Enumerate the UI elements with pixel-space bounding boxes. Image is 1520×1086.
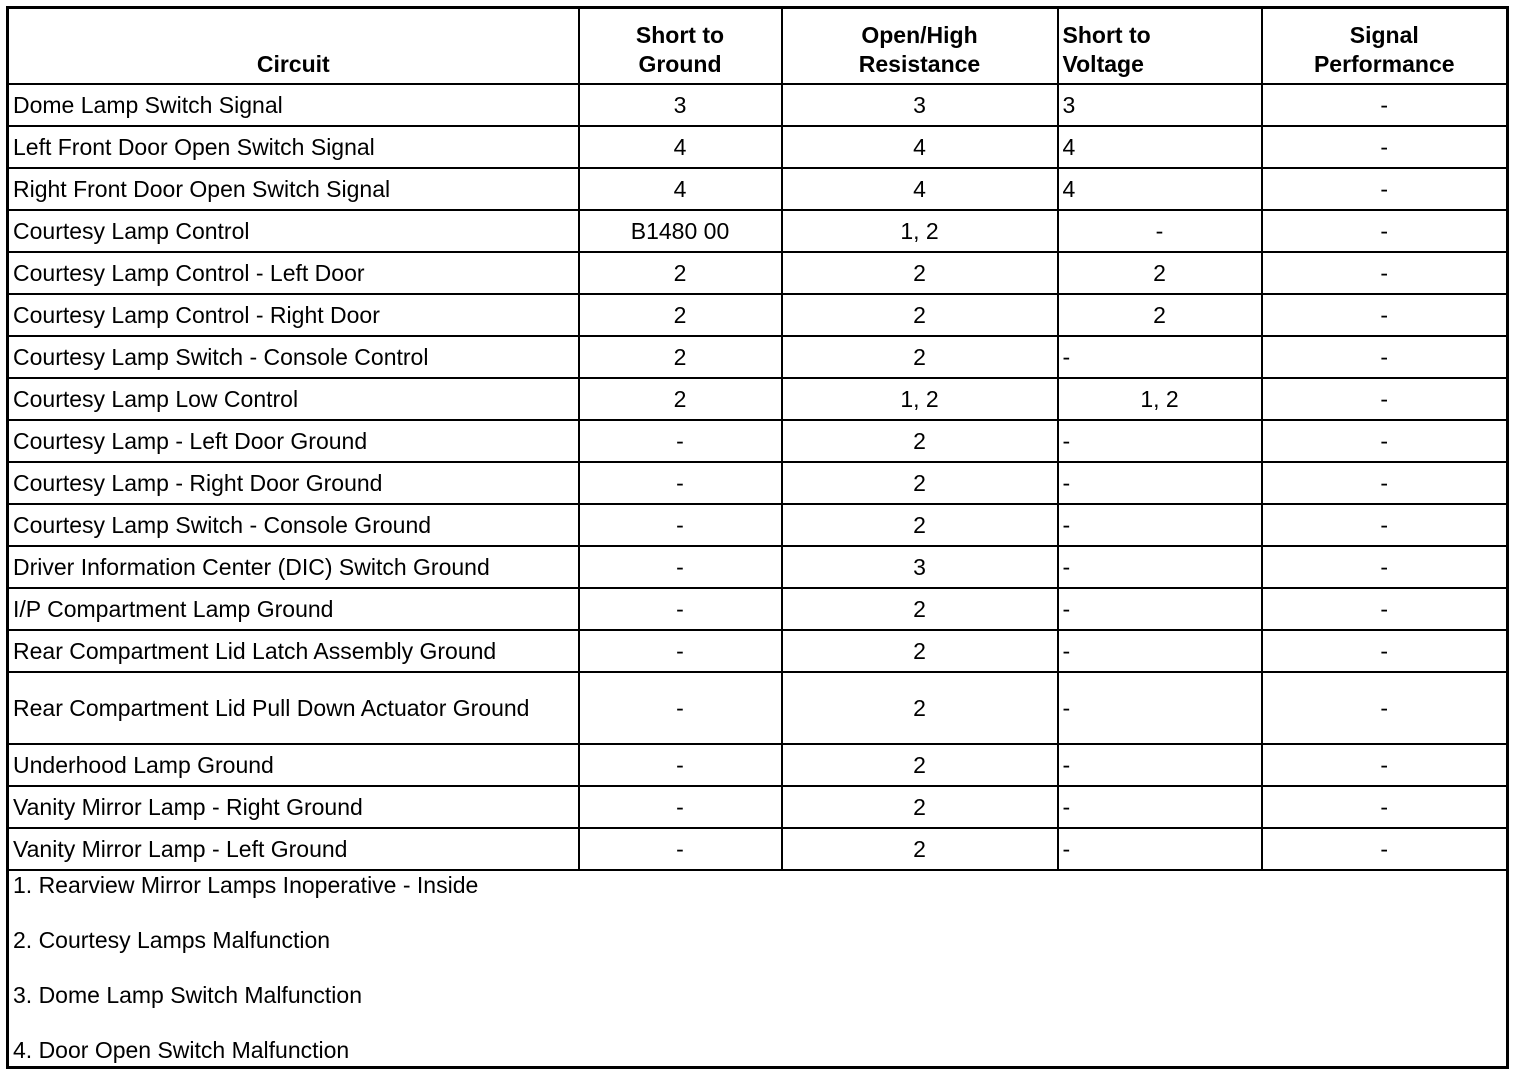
- header-signal-performance: Signal Performance: [1262, 8, 1508, 85]
- cell-circuit: Courtesy Lamp Control - Left Door: [8, 252, 579, 294]
- table-row: [8, 420, 1508, 462]
- cell-short-to-voltage: 2: [1058, 294, 1262, 336]
- cell-signal-performance: -: [1262, 252, 1508, 294]
- notes-cell: [8, 870, 1508, 1068]
- cell-circuit: Rear Compartment Lid Latch Assembly Ground: [8, 630, 579, 672]
- cell-short-to-voltage: -: [1058, 630, 1262, 672]
- table-row: [8, 504, 1508, 546]
- cell-signal-performance: -: [1262, 378, 1508, 420]
- cell-short-to-voltage: 1, 2: [1058, 378, 1262, 420]
- cell-short-to-ground: 2: [579, 378, 782, 420]
- table-row: [8, 786, 1508, 828]
- cell-signal-performance: -: [1262, 168, 1508, 210]
- cell-short-to-ground: 4: [579, 126, 782, 168]
- cell-open-high-resistance: 2: [782, 420, 1058, 462]
- cell-signal-performance: -: [1262, 630, 1508, 672]
- cell-open-high-resistance: 1, 2: [782, 210, 1058, 252]
- header-short-to-voltage: Short to Voltage: [1058, 8, 1262, 85]
- cell-circuit: Underhood Lamp Ground: [8, 744, 579, 786]
- cell-signal-performance: -: [1262, 786, 1508, 828]
- cell-short-to-ground: 2: [579, 336, 782, 378]
- cell-short-to-ground: -: [579, 504, 782, 546]
- cell-open-high-resistance: 2: [782, 744, 1058, 786]
- note-item: 4. Door Open Switch Malfunction: [13, 1037, 350, 1063]
- cell-signal-performance: -: [1262, 672, 1508, 744]
- cell-open-high-resistance: 2: [782, 336, 1058, 378]
- cell-signal-performance: -: [1262, 828, 1508, 870]
- cell-signal-performance: -: [1262, 336, 1508, 378]
- table-row: [8, 168, 1508, 210]
- table-row: [8, 210, 1508, 252]
- cell-signal-performance: -: [1262, 744, 1508, 786]
- cell-short-to-voltage: -: [1058, 786, 1262, 828]
- cell-short-to-voltage: -: [1058, 588, 1262, 630]
- note-item: 3. Dome Lamp Switch Malfunction: [13, 982, 362, 1008]
- note-item: 1. Rearview Mirror Lamps Inoperative - Inside: [13, 872, 479, 898]
- table-row: [8, 378, 1508, 420]
- cell-open-high-resistance: 2: [782, 294, 1058, 336]
- cell-short-to-voltage: -: [1058, 210, 1262, 252]
- table-row: [8, 672, 1508, 744]
- table-row: [8, 744, 1508, 786]
- cell-circuit: Courtesy Lamp Control - Right Door: [8, 294, 579, 336]
- cell-open-high-resistance: 2: [782, 672, 1058, 744]
- cell-circuit: Driver Information Center (DIC) Switch Ground: [8, 546, 579, 588]
- cell-circuit: Courtesy Lamp Low Control: [8, 378, 579, 420]
- cell-open-high-resistance: 2: [782, 504, 1058, 546]
- circuit-diagnosis-table: [6, 6, 1509, 1069]
- cell-short-to-ground: 4: [579, 168, 782, 210]
- cell-signal-performance: -: [1262, 546, 1508, 588]
- cell-signal-performance: -: [1262, 84, 1508, 126]
- cell-short-to-voltage: -: [1058, 672, 1262, 744]
- cell-open-high-resistance: 1, 2: [782, 378, 1058, 420]
- cell-short-to-ground: -: [579, 828, 782, 870]
- cell-short-to-voltage: -: [1058, 504, 1262, 546]
- cell-circuit: Courtesy Lamp - Right Door Ground: [8, 462, 579, 504]
- cell-short-to-ground: -: [579, 420, 782, 462]
- header-row: [8, 8, 1508, 85]
- cell-short-to-ground: -: [579, 588, 782, 630]
- note-item: 2. Courtesy Lamps Malfunction: [13, 927, 331, 953]
- cell-short-to-ground: 3: [579, 84, 782, 126]
- cell-short-to-voltage: -: [1058, 744, 1262, 786]
- cell-short-to-voltage: -: [1058, 336, 1262, 378]
- cell-circuit: Left Front Door Open Switch Signal: [8, 126, 579, 168]
- table-row: [8, 828, 1508, 870]
- cell-open-high-resistance: 3: [782, 84, 1058, 126]
- cell-open-high-resistance: 2: [782, 462, 1058, 504]
- cell-short-to-ground: 2: [579, 294, 782, 336]
- cell-circuit: Right Front Door Open Switch Signal: [8, 168, 579, 210]
- cell-signal-performance: -: [1262, 126, 1508, 168]
- cell-open-high-resistance: 2: [782, 786, 1058, 828]
- cell-signal-performance: -: [1262, 210, 1508, 252]
- cell-circuit: Courtesy Lamp Control: [8, 210, 579, 252]
- cell-short-to-ground: -: [579, 672, 782, 744]
- cell-short-to-ground: -: [579, 786, 782, 828]
- header-short-to-ground: Short to Ground: [579, 8, 782, 85]
- cell-short-to-ground: B1480 00: [579, 210, 782, 252]
- header-circuit: Circuit: [8, 8, 579, 85]
- cell-open-high-resistance: 4: [782, 126, 1058, 168]
- cell-signal-performance: -: [1262, 420, 1508, 462]
- notes-row: [8, 870, 1508, 1068]
- cell-signal-performance: -: [1262, 588, 1508, 630]
- cell-short-to-voltage: 3: [1058, 84, 1262, 126]
- cell-signal-performance: -: [1262, 294, 1508, 336]
- cell-short-to-voltage: -: [1058, 420, 1262, 462]
- cell-short-to-voltage: -: [1058, 828, 1262, 870]
- cell-open-high-resistance: 2: [782, 588, 1058, 630]
- cell-circuit: I/P Compartment Lamp Ground: [8, 588, 579, 630]
- cell-open-high-resistance: 2: [782, 828, 1058, 870]
- cell-short-to-ground: -: [579, 462, 782, 504]
- header-open-high-resistance: Open/High Resistance: [782, 8, 1058, 85]
- cell-circuit: Vanity Mirror Lamp - Left Ground: [8, 828, 579, 870]
- cell-short-to-voltage: -: [1058, 546, 1262, 588]
- table-row: [8, 252, 1508, 294]
- cell-circuit: Dome Lamp Switch Signal: [8, 84, 579, 126]
- cell-short-to-ground: -: [579, 744, 782, 786]
- table-row: [8, 84, 1508, 126]
- cell-short-to-voltage: -: [1058, 462, 1262, 504]
- cell-signal-performance: -: [1262, 462, 1508, 504]
- cell-short-to-ground: -: [579, 630, 782, 672]
- table-row: [8, 588, 1508, 630]
- cell-circuit: Courtesy Lamp Switch - Console Ground: [8, 504, 579, 546]
- cell-circuit: Courtesy Lamp - Left Door Ground: [8, 420, 579, 462]
- cell-circuit: Vanity Mirror Lamp - Right Ground: [8, 786, 579, 828]
- cell-short-to-ground: 2: [579, 252, 782, 294]
- cell-open-high-resistance: 3: [782, 546, 1058, 588]
- table-row: [8, 294, 1508, 336]
- table-row: [8, 336, 1508, 378]
- cell-open-high-resistance: 2: [782, 252, 1058, 294]
- table-row: [8, 126, 1508, 168]
- cell-short-to-voltage: 2: [1058, 252, 1262, 294]
- cell-short-to-voltage: 4: [1058, 168, 1262, 210]
- cell-short-to-voltage: 4: [1058, 126, 1262, 168]
- table-row: [8, 546, 1508, 588]
- cell-open-high-resistance: 4: [782, 168, 1058, 210]
- table-row: [8, 462, 1508, 504]
- cell-circuit: Courtesy Lamp Switch - Console Control: [8, 336, 579, 378]
- cell-open-high-resistance: 2: [782, 630, 1058, 672]
- cell-signal-performance: -: [1262, 504, 1508, 546]
- cell-circuit: Rear Compartment Lid Pull Down Actuator Ground: [8, 672, 579, 744]
- cell-short-to-ground: -: [579, 546, 782, 588]
- table-row: [8, 630, 1508, 672]
